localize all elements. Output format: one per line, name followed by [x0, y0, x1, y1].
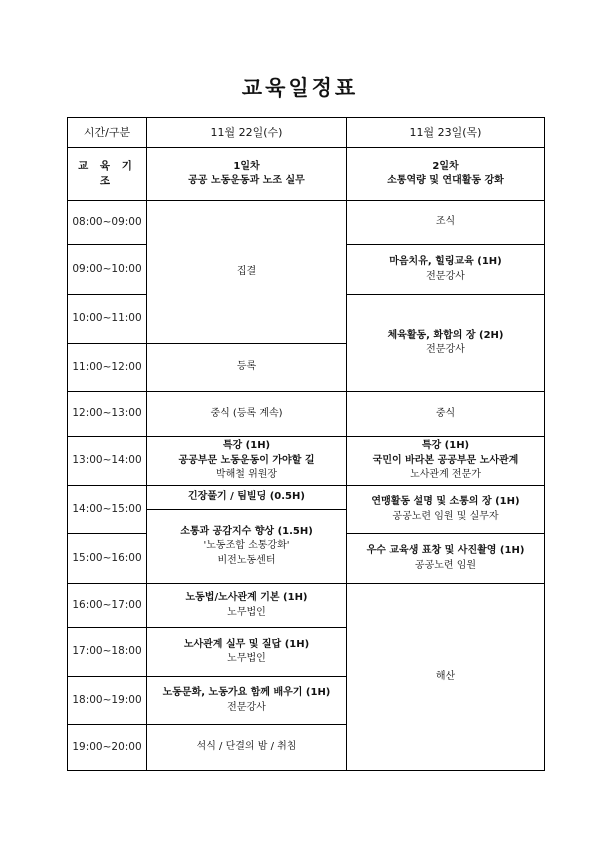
header-day2-cell: 11월 23일(목): [347, 118, 544, 148]
dinner-label: 석식 / 단결의 밤 / 취침: [196, 741, 297, 753]
day2-lunch-cell: [347, 392, 544, 437]
day2-subtitle: 소통역량 및 연대활동 강화: [387, 175, 504, 186]
practice-title: 노사관계 실무 및 질답 (1H): [183, 638, 310, 650]
schedule-table: [67, 117, 545, 771]
registration-label: 등록: [236, 361, 257, 373]
time-cell: 11:00~12:00: [68, 344, 147, 392]
day2-title: 2일차: [432, 160, 459, 172]
lunch-label: 중식 (등록 계속): [210, 407, 283, 419]
day1-teambuilding-cell: [147, 486, 347, 510]
communication-title: 소통과 공감지수 향상 (1.5H): [180, 525, 313, 537]
day2-breakfast-cell: [347, 201, 544, 245]
communication-topic: '노동조합 소통강화': [203, 540, 290, 552]
day1-culture-cell: [147, 677, 347, 725]
special-lecture-title: 특강 (1H): [222, 440, 271, 452]
time-cell: 16:00~17:00: [68, 584, 147, 628]
breakfast-label: 조식: [435, 216, 456, 228]
time-cell: 12:00~13:00: [68, 392, 147, 437]
day1-gathering-cell: [147, 201, 347, 344]
header-time-cell: 시간/구분: [68, 118, 147, 148]
day1-lunch-cell: [147, 392, 347, 437]
basis-label: 교 육 기 조: [78, 159, 136, 187]
basis-day2-cell: [347, 148, 544, 201]
day2-sports-cell: [347, 295, 544, 392]
basis-label-cell: [68, 148, 147, 201]
gathering-label: 집결: [236, 265, 257, 277]
day2-healing-cell: [347, 245, 544, 295]
solidarity-title: 연맹활동 설명 및 소통의 장 (1H): [371, 496, 520, 507]
labor-law-title: 노동법/노사관계 기본 (1H): [185, 592, 308, 603]
award-title: 우수 교육생 표창 및 사진촬영 (1H): [366, 545, 525, 556]
day2-lunch-label: 중식: [435, 407, 456, 419]
time-cell: 17:00~18:00: [68, 628, 147, 677]
day1-communication-cell: [147, 510, 347, 584]
time-cell: 10:00~11:00: [68, 295, 147, 344]
culture-title: 노동문화, 노동가요 함께 배우기 (1H): [162, 687, 331, 698]
day1-practice-cell: [147, 628, 347, 677]
basis-day1-cell: [147, 148, 347, 201]
time-cell: 14:00~15:00: [68, 486, 147, 534]
day1-title: 1일차: [233, 160, 260, 172]
healing-speaker: 전문강사: [426, 270, 465, 282]
award-speaker: 공공노련 임원: [414, 559, 477, 571]
culture-speaker: 전문강사: [227, 701, 266, 713]
day1-registration-cell: [147, 344, 347, 392]
time-cell: 08:00~09:00: [68, 201, 147, 245]
special-lecture-topic: 공공부문 노동운동이 가야할 길: [178, 454, 315, 466]
day1-dinner-cell: [147, 725, 347, 770]
time-cell: 19:00~20:00: [68, 725, 147, 770]
sports-title: 체육활동, 화합의 장 (2H): [387, 329, 504, 341]
day1-labor-law-cell: [147, 584, 347, 628]
day1-subtitle: 공공 노동운동과 노조 실무: [188, 175, 305, 186]
day1-special-lecture-cell: [147, 437, 347, 486]
solidarity-speaker: 공공노련 임원 및 실무자: [392, 510, 499, 522]
teambuilding-label: 긴장풀기 / 팀빌딩 (0.5H): [188, 491, 305, 503]
day2-special-speaker: 노사관계 전문가: [410, 469, 481, 481]
special-lecture-speaker: 박해철 위원장: [215, 469, 278, 481]
time-cell: 09:00~10:00: [68, 245, 147, 295]
day2-special-topic: 국민이 바라본 공공부문 노사관계: [372, 454, 519, 466]
dismiss-label: 해산: [435, 670, 456, 682]
day2-dismiss-cell: [347, 584, 544, 770]
day2-award-cell: [347, 534, 544, 584]
labor-law-speaker: 노무법인: [227, 606, 266, 618]
day2-special-title: 특강 (1H): [421, 440, 470, 452]
day2-special-lecture-cell: [347, 437, 544, 486]
communication-speaker: 비전노동센터: [217, 554, 276, 566]
sports-speaker: 전문강사: [426, 344, 465, 355]
time-cell: 13:00~14:00: [68, 437, 147, 486]
page-title: 교육일정표: [241, 76, 359, 100]
day2-solidarity-cell: [347, 486, 544, 534]
time-cell: 18:00~19:00: [68, 677, 147, 725]
healing-title: 마음치유, 힐링교육 (1H): [389, 256, 502, 267]
practice-speaker: 노무법인: [227, 653, 266, 664]
time-cell: 15:00~16:00: [68, 534, 147, 584]
header-day1-cell: 11월 22일(수): [147, 118, 347, 148]
